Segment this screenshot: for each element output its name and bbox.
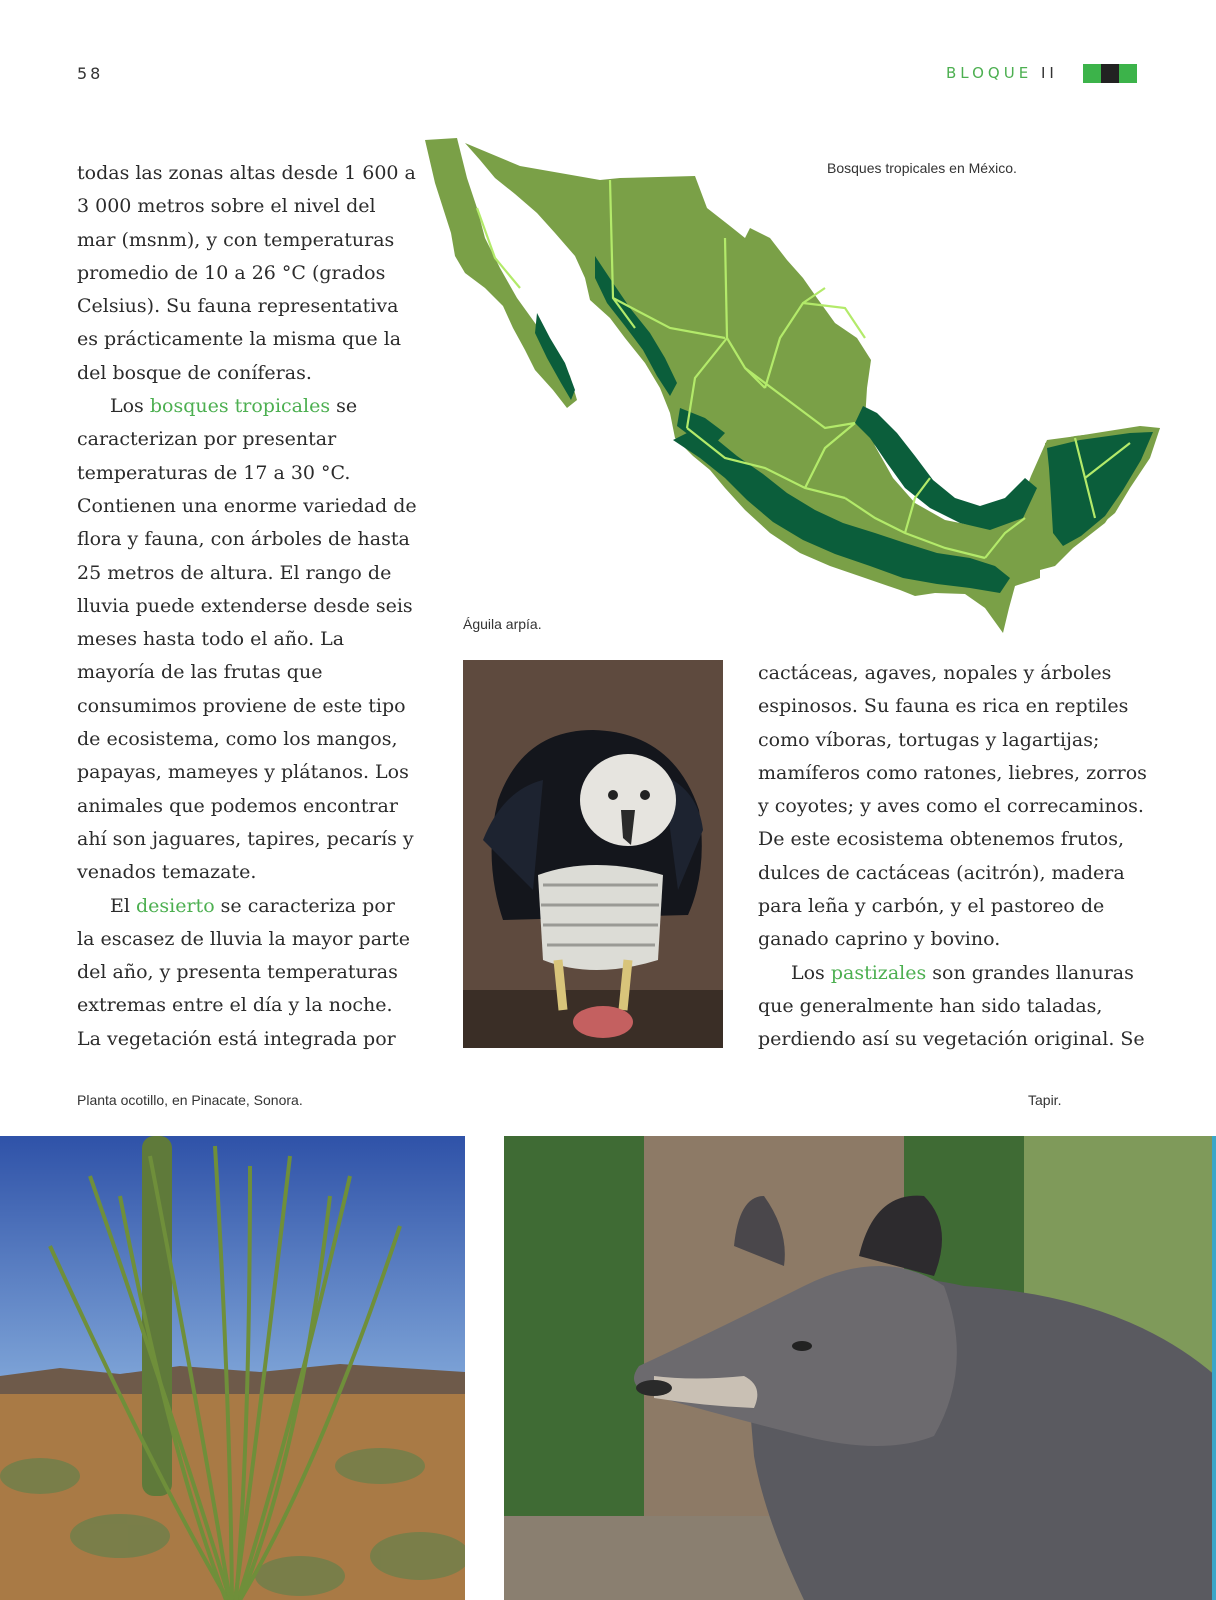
block-label-text: BLOQUE xyxy=(946,64,1033,82)
paragraph-desert xyxy=(77,890,417,1056)
right-text-column xyxy=(758,657,1148,1057)
harpy-eagle-photo xyxy=(463,660,723,1048)
text-run: El xyxy=(110,894,136,917)
page-edge-strip xyxy=(1212,1136,1216,1600)
block-roman: II xyxy=(1040,64,1058,82)
ocotillo-illustration xyxy=(0,1136,465,1600)
text-run: son grandes llanuras que generalmente han sido taladas, perdiendo así su vegetación original. Se xyxy=(758,961,1145,1051)
text-run: Los xyxy=(791,961,831,984)
mexico-tropical-forest-map xyxy=(425,138,1160,638)
caption-eagle: Águila arpía. xyxy=(463,616,542,632)
text-run: se caracterizan por presentar temperaturas de 17 a 30 °C. Contienen una enorme variedad de flora y fauna, con árboles de hasta 25 metros de altura. El rango de lluvia puede extenderse desde seis meses hasta todo el año. La mayoría de las frutas que consumimos proviene de este tipo de ecosistema, como los mangos, papayas, mameyes y plátanos. Los animales que podemos encontrar ahí son jaguares, tapires, pecarís y venados temazate. xyxy=(77,395,417,884)
text-run: Los xyxy=(110,395,150,418)
term-bosques-tropicales: bosques tropicales xyxy=(149,395,331,418)
text-run: se caracteriza por la escasez de lluvia la mayor parte del año, y presenta temperaturas extremas entre el día y la noche. La vegetación está integrada por xyxy=(77,894,411,1050)
mark-green-left xyxy=(1083,64,1101,83)
term-pastizales: pastizales xyxy=(830,961,927,984)
paragraph-desert-continued: cactáceas, agaves, nopales y árboles espinosos. Su fauna es rica en reptiles como víboras, tortugas y lagartijas; mamíferos como ratones, liebres, zorros y coyotes; y aves como el correcaminos. De este ecosistema obtenemos frutos, dulces de cactáceas (acitrón), madera para leña y carbón, y el pastoreo de ganado caprino y bovino. xyxy=(758,662,1147,951)
mexico-map-svg xyxy=(425,138,1160,638)
caption-ocotillo: Planta ocotillo, en Pinacate, Sonora. xyxy=(77,1092,303,1108)
map-forest-yucatan xyxy=(1047,432,1153,546)
tapir-photo xyxy=(504,1136,1216,1600)
ocotillo-plant-photo xyxy=(0,1136,465,1600)
paragraph-montane-forest: todas las zonas altas desde 1 600 a 3 000 metros sobre el nivel del mar (msnm), y con temperaturas promedio de 10 a 26 °C (grados Celsius). Su fauna representativa es prácticamente la misma que la del bosque de coníferas. xyxy=(77,162,416,384)
harpy-eagle-illustration xyxy=(463,660,723,1048)
mark-green-right xyxy=(1119,64,1137,83)
block-color-mark xyxy=(1083,64,1137,83)
page-number: 58 xyxy=(77,64,104,83)
block-label xyxy=(946,64,1058,82)
caption-tapir: Tapir. xyxy=(1028,1092,1062,1108)
paragraph-tropical-forest xyxy=(77,390,417,889)
left-text-column xyxy=(77,157,417,1056)
mark-dark-center xyxy=(1101,64,1119,83)
caption-map: Bosques tropicales en México. xyxy=(827,160,1017,176)
tapir-illustration xyxy=(504,1136,1216,1600)
paragraph-grasslands xyxy=(758,957,1148,1057)
term-desierto: desierto xyxy=(136,894,215,917)
